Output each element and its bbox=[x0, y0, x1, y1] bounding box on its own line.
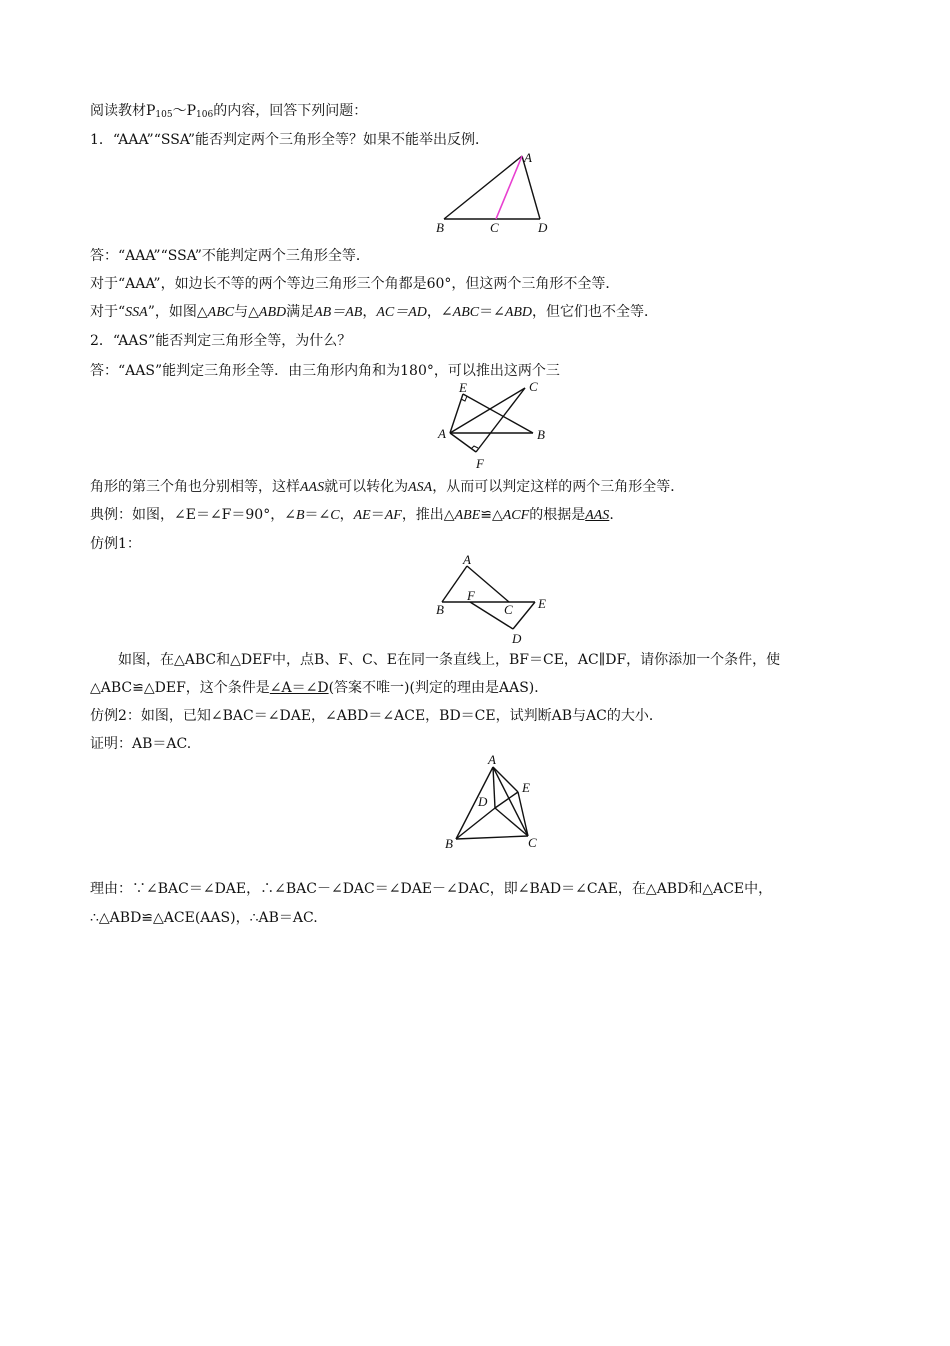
p1-seg-ab bbox=[442, 566, 467, 602]
text-ssa: SSA bbox=[125, 305, 148, 320]
q1-aaa: 对于“AAA”，如边长不等的两个等边三角形三个角都是60°，但这两个三角形不全等． bbox=[90, 276, 620, 292]
text-acf: ACF bbox=[502, 508, 530, 523]
p2-seg-ad bbox=[493, 767, 495, 808]
text-abe: ABE bbox=[454, 508, 481, 523]
q2-label-f: F bbox=[476, 456, 484, 471]
q1-label-a: A bbox=[524, 150, 532, 165]
text: ，从而可以判定这样的两个三角形全等． bbox=[432, 479, 685, 495]
text-abd2: ABD bbox=[504, 305, 533, 320]
practice1-text2 bbox=[90, 678, 548, 698]
text-eq1: AB＝AB bbox=[314, 305, 363, 320]
text: ， bbox=[339, 507, 354, 523]
practice1-answer: ∠A＝∠D bbox=[269, 680, 329, 696]
practice2-proof: 证明：AB＝AC. bbox=[90, 736, 192, 752]
p1-label-a: A bbox=[463, 552, 471, 567]
q2-right-angle-f bbox=[471, 446, 478, 449]
example-line bbox=[90, 505, 614, 526]
practice2-reason1: 理由：∵∠BAC＝∠DAE，∴∠BAC－∠DAC＝∠DAE－∠DAC，即∠BAD＝∠CAE，在△ABD和△ACE中， bbox=[90, 881, 773, 897]
practice2-title: 仿例2：如图，已知∠BAC＝∠DAE，∠ABD＝∠ACE，BD＝CE，试判断AB与AC的大小． bbox=[90, 708, 663, 724]
p1-label-d: D bbox=[512, 631, 522, 646]
q1-seg-ac-highlight bbox=[496, 156, 522, 219]
practice2-reason2: ∴△ABD≌△ACE(AAS)，∴AB＝AC. bbox=[90, 910, 318, 926]
example-answer: AAS bbox=[585, 508, 610, 523]
text-abc: ABC bbox=[207, 305, 235, 320]
text: . bbox=[609, 507, 614, 523]
p2-seg-ae bbox=[493, 767, 518, 792]
q1-label-c: C bbox=[490, 220, 499, 235]
q2-label-e: E bbox=[459, 380, 467, 395]
text: 的根据是 bbox=[529, 507, 586, 523]
q1-label-b: B bbox=[436, 220, 444, 235]
practice1-figure bbox=[430, 552, 560, 647]
practice1-title: 仿例1： bbox=[90, 536, 141, 552]
text-c: C bbox=[330, 508, 340, 523]
q1-seg-ba bbox=[444, 156, 522, 219]
q1-seg-ad bbox=[522, 156, 540, 219]
text-ae: AE bbox=[353, 508, 371, 523]
text: ，∠ bbox=[426, 304, 453, 320]
text: 与△ bbox=[234, 304, 259, 320]
intro-line bbox=[90, 101, 367, 125]
q2-figure bbox=[430, 380, 560, 475]
p2-label-c: C bbox=[528, 835, 537, 850]
text: △ABC≌△DEF，这个条件是 bbox=[90, 680, 270, 696]
q1-question: 1．“AAA”“SSA”能否判定两个三角形全等？如果不能举出反例． bbox=[90, 132, 489, 148]
p1-label-c: C bbox=[504, 602, 513, 617]
p2-seg-bc bbox=[456, 836, 528, 839]
text-eq2: AC＝AD bbox=[376, 305, 427, 320]
text: ≌△ bbox=[480, 507, 503, 523]
text-asa: ASA bbox=[408, 480, 433, 495]
text-abc2: ABC bbox=[452, 305, 480, 320]
q2-answer-line1: 答：“AAS”能判定三角形全等．由三角形内角和为180°，可以推出这两个三 bbox=[90, 363, 560, 379]
text: ＝∠ bbox=[479, 304, 505, 320]
q1-ssa bbox=[90, 302, 658, 323]
text: 角形的第三个角也分别相等，这样 bbox=[90, 479, 300, 495]
p2-seg-bd bbox=[456, 808, 495, 839]
p2-label-d: D bbox=[478, 794, 488, 809]
p1-label-f: F bbox=[467, 588, 475, 603]
q2-answer-line2 bbox=[90, 477, 684, 498]
text: ”，如图△ bbox=[147, 304, 208, 320]
text-b: B bbox=[295, 508, 305, 523]
text-abd: ABD bbox=[258, 305, 287, 320]
q2-label-c: C bbox=[529, 379, 538, 394]
q2-label-a: A bbox=[438, 426, 446, 441]
intro-mid: ～P bbox=[172, 103, 197, 119]
q1-answer: 答：“AAA”“SSA”不能判定两个三角形全等． bbox=[90, 248, 370, 264]
q1-label-d: D bbox=[538, 220, 548, 235]
text: ＝∠ bbox=[304, 507, 331, 523]
p2-seg-ac bbox=[493, 767, 528, 836]
p2-label-a: A bbox=[488, 752, 496, 767]
practice1-text1: 如图，在△ABC和△DEF中，点B、F、C、E在同一条直线上，BF＝CE，AC∥DF，请你添加一个条件，使 bbox=[118, 652, 781, 668]
intro-page-start: 105 bbox=[155, 110, 173, 120]
q2-question: 2．“AAS”能否判定三角形全等，为什么？ bbox=[90, 333, 352, 349]
intro-suffix: 的内容，回答下列问题： bbox=[213, 103, 368, 119]
text: ， bbox=[362, 304, 377, 320]
intro-page-end: 106 bbox=[196, 110, 214, 120]
text: ，但它们也不全等． bbox=[532, 304, 659, 320]
q2-label-b: B bbox=[537, 427, 545, 442]
text: ＝ bbox=[370, 507, 385, 523]
p2-label-b: B bbox=[445, 836, 453, 851]
text: 对于“ bbox=[90, 304, 126, 320]
text-aas: AAS bbox=[300, 480, 325, 495]
practice2-figure bbox=[440, 752, 550, 857]
text: (答案不唯一)(判定的理由是AAS)． bbox=[328, 680, 549, 696]
text: 典例：如图，∠E＝∠F＝90°，∠ bbox=[90, 507, 296, 523]
p2-seg-ab bbox=[456, 767, 493, 839]
q2-seg-af bbox=[450, 433, 476, 452]
text: 就可以转化为 bbox=[324, 479, 409, 495]
p2-label-e: E bbox=[522, 780, 530, 795]
text-af: AF bbox=[384, 508, 402, 523]
p1-label-e: E bbox=[538, 596, 546, 611]
text: 满足 bbox=[286, 304, 315, 320]
intro-prefix: 阅读教材P bbox=[90, 103, 156, 119]
p1-label-b: B bbox=[436, 602, 444, 617]
q1-figure bbox=[430, 148, 560, 238]
q2-seg-fc bbox=[476, 388, 525, 452]
text: ，推出△ bbox=[401, 507, 455, 523]
q2-seg-eb bbox=[463, 394, 533, 433]
p1-seg-de bbox=[513, 602, 535, 629]
